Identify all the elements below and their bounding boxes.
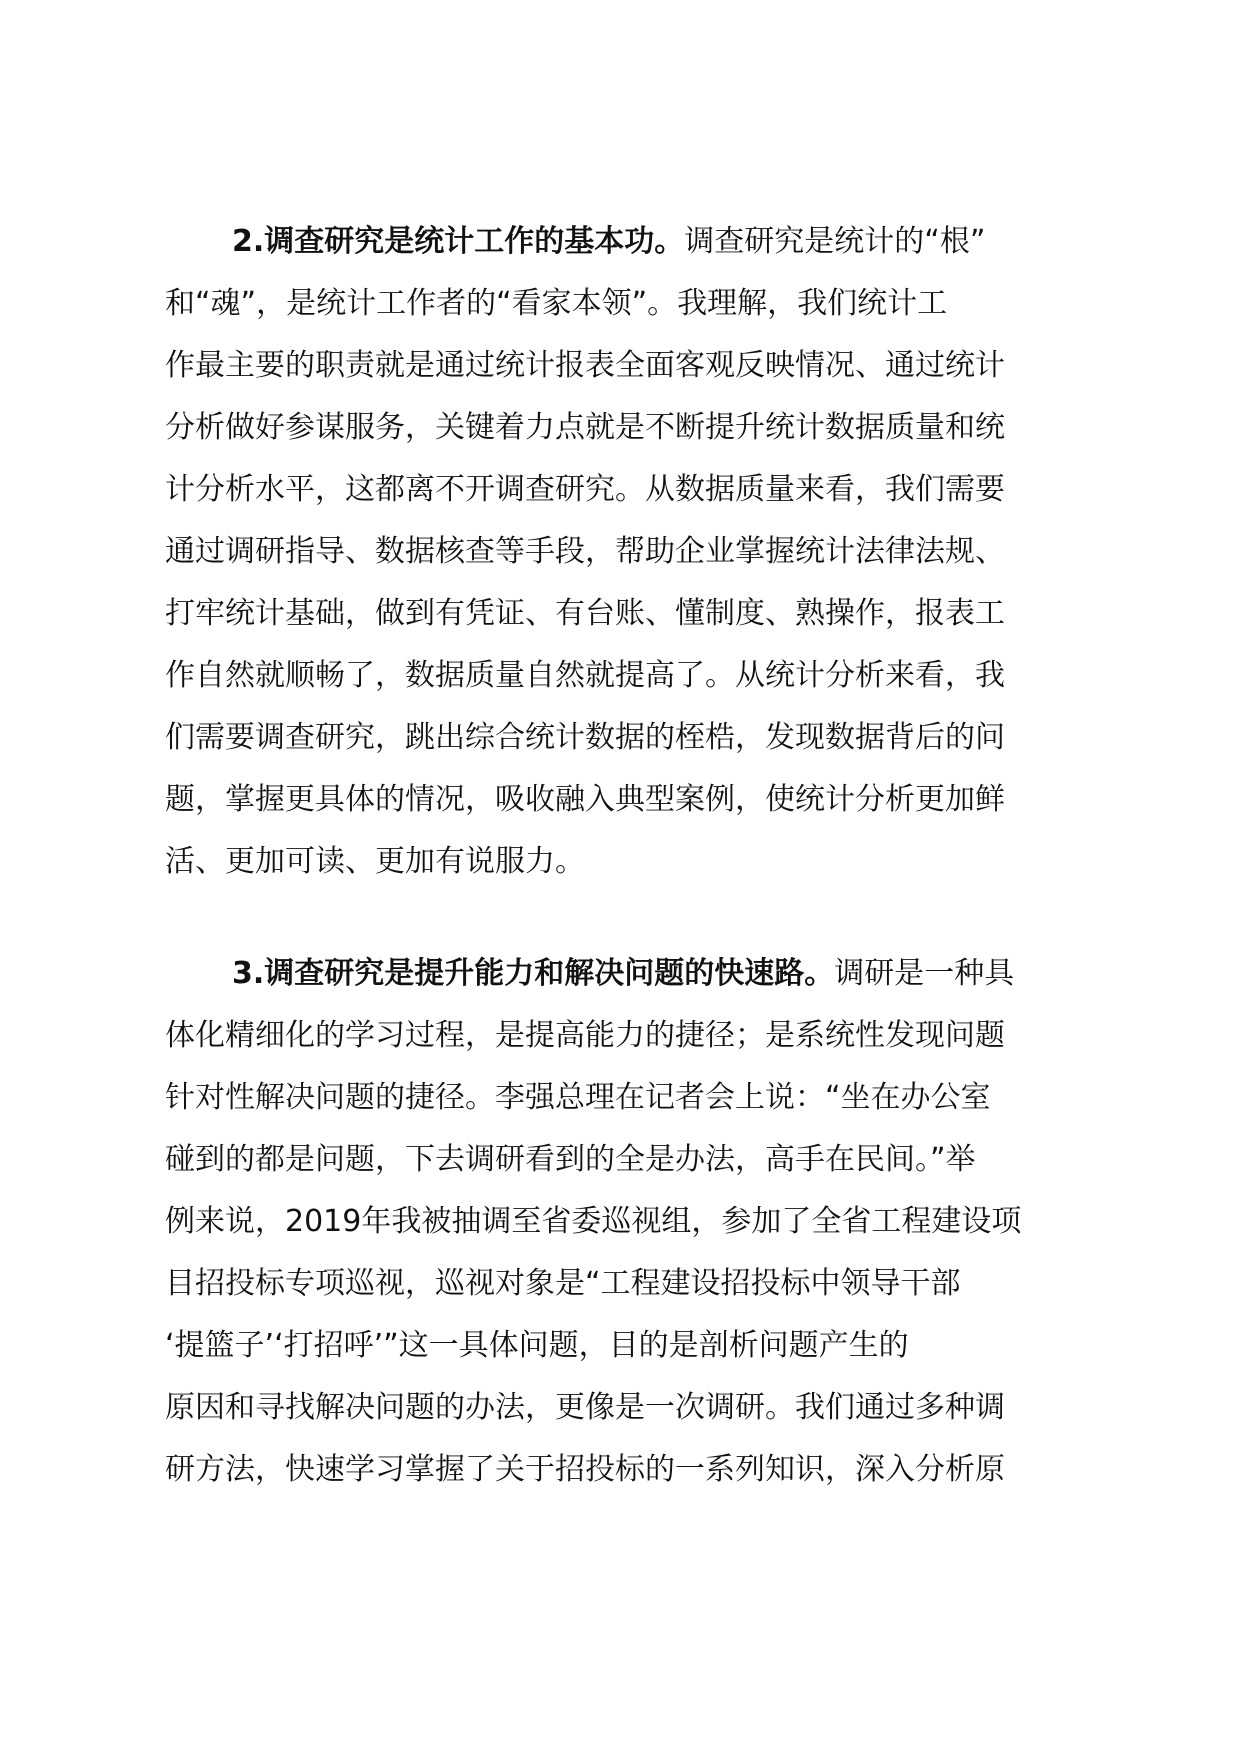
paragraph-3-line-1 bbox=[232, 952, 1014, 996]
paragraph-2-line-11: 活、更加可读、更加有说服力。 bbox=[165, 844, 585, 879]
paragraph-3-line-5: 例来说，2019年我被抽调至省委巡视组，参加了全省工程建设项 bbox=[165, 1204, 1022, 1239]
paragraph-3-heading: 3.调查研究是提升能力和解决问题的快速路。 bbox=[232, 956, 835, 991]
paragraph-2-line-6: 通过调研指导、数据核查等手段，帮助企业掌握统计法律法规、 bbox=[165, 534, 1005, 569]
paragraph-2-line-5: 计分析水平，这都离不开调查研究。从数据质量来看，我们需要 bbox=[165, 472, 1005, 507]
paragraph-3-line-4: 碰到的都是问题，下去调研看到的全是办法，高手在民间。”举 bbox=[165, 1142, 976, 1177]
paragraph-2-text: 调查研究是统计的“根” bbox=[684, 224, 986, 259]
paragraph-3-text: 调研是一种具 bbox=[834, 956, 1015, 991]
paragraph-3-line-3: 针对性解决问题的捷径。李强总理在记者会上说：“坐在办公室 bbox=[165, 1080, 991, 1115]
paragraph-2-line-9: 们需要调查研究，跳出综合统计数据的桎梏，发现数据背后的问 bbox=[165, 720, 1005, 755]
paragraph-3-line-6: 目招投标专项巡视，巡视对象是“工程建设招投标中领导干部 bbox=[165, 1266, 961, 1301]
paragraph-2-line-3: 作最主要的职责就是通过统计报表全面客观反映情况、通过统计 bbox=[165, 348, 1005, 383]
paragraph-2-line-2: 和“魂”，是统计工作者的“看家本领”。我理解，我们统计工 bbox=[165, 286, 948, 321]
paragraph-3-line-7: ‘提篮子’‘打招呼’”这一具体问题，目的是剖析问题产生的 bbox=[165, 1328, 909, 1363]
paragraph-2-line-10: 题，掌握更具体的情况，吸收融入典型案例，使统计分析更加鲜 bbox=[165, 782, 1005, 817]
paragraph-3-line-9: 研方法，快速学习掌握了关于招投标的一系列知识，深入分析原 bbox=[165, 1452, 1005, 1487]
paragraph-2-line-4: 分析做好参谋服务，关键着力点就是不断提升统计数据质量和统 bbox=[165, 410, 1005, 445]
paragraph-2-heading: 2.调查研究是统计工作的基本功。 bbox=[232, 224, 685, 259]
paragraph-2-line-7: 打牢统计基础，做到有凭证、有台账、懂制度、熟操作，报表工 bbox=[165, 596, 1005, 631]
paragraph-3-line-2: 体化精细化的学习过程，是提高能力的捷径；是系统性发现问题 bbox=[165, 1018, 1005, 1053]
paragraph-3-line-8: 原因和寻找解决问题的办法，更像是一次调研。我们通过多种调 bbox=[165, 1390, 1005, 1425]
paragraph-2-line-8: 作自然就顺畅了，数据质量自然就提高了。从统计分析来看，我 bbox=[165, 658, 1005, 693]
paragraph-2-line-1 bbox=[232, 220, 985, 264]
